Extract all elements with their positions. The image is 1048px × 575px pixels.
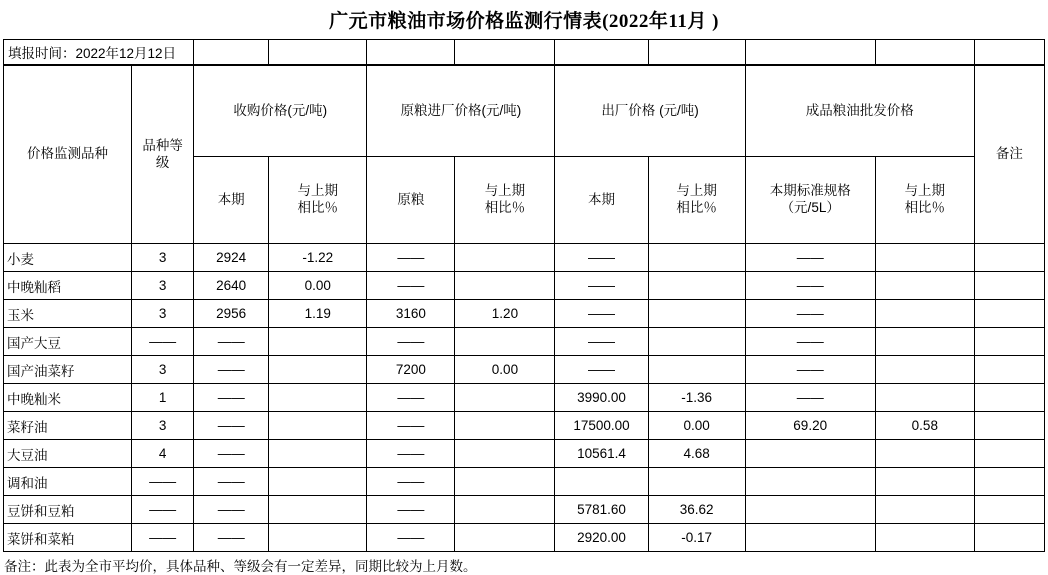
row-remark (974, 272, 1044, 300)
report-date-blank-2 (269, 40, 367, 65)
row-wholesale-current: —— (745, 244, 875, 272)
row-purchase-change: 1.19 (269, 300, 367, 328)
report-date-blank-1 (194, 40, 269, 65)
row-exfactory-change: -1.36 (648, 384, 745, 412)
row-remark (974, 328, 1044, 356)
header-wholesale-change-line2: 相比％ (904, 200, 946, 215)
row-raw-change (455, 328, 555, 356)
report-line-table (3, 39, 1045, 65)
row-remark (974, 468, 1044, 496)
row-grade: —— (132, 328, 194, 356)
row-variety: 调和油 (4, 468, 132, 496)
header-raw-change (455, 157, 555, 244)
header-purchase-change (269, 157, 367, 244)
row-wholesale-current (745, 468, 875, 496)
row-raw-change: 0.00 (455, 356, 555, 384)
report-date-label: 填报时间：2022年12月12日 (4, 40, 194, 65)
row-raw-current: 7200 (367, 356, 455, 384)
row-remark (974, 496, 1044, 524)
table-row (4, 524, 1045, 552)
row-remark (974, 384, 1044, 412)
row-wholesale-change (875, 356, 974, 384)
row-wholesale-change (875, 496, 974, 524)
row-grade: 3 (132, 412, 194, 440)
report-date-blank-4 (455, 40, 555, 65)
row-remark (974, 412, 1044, 440)
row-raw-current: —— (367, 496, 455, 524)
row-variety: 中晚籼米 (4, 384, 132, 412)
report-date-blank-8 (875, 40, 974, 65)
row-grade: 3 (132, 244, 194, 272)
row-raw-change (455, 524, 555, 552)
row-wholesale-change (875, 272, 974, 300)
row-raw-change (455, 272, 555, 300)
row-exfactory-change (648, 328, 745, 356)
row-exfactory-current: 17500.00 (555, 412, 648, 440)
row-purchase-change (269, 412, 367, 440)
row-exfactory-change: 0.00 (648, 412, 745, 440)
row-purchase-change (269, 468, 367, 496)
row-purchase-current: 2924 (194, 244, 269, 272)
row-raw-change (455, 468, 555, 496)
table-row (4, 412, 1045, 440)
report-date-row (4, 40, 1045, 65)
header-group-raw-in: 原粮进厂价格(元/吨) (367, 66, 555, 157)
row-purchase-current: —— (194, 496, 269, 524)
row-purchase-change (269, 384, 367, 412)
header-wholesale-change (875, 157, 974, 244)
row-exfactory-current: —— (555, 356, 648, 384)
report-date-blank-9 (974, 40, 1044, 65)
row-raw-change (455, 412, 555, 440)
row-grade: —— (132, 468, 194, 496)
header-exfactory-change-line2: 相比％ (676, 200, 717, 215)
row-purchase-change (269, 440, 367, 468)
row-wholesale-current: —— (745, 272, 875, 300)
row-wholesale-current: —— (745, 328, 875, 356)
header-exfactory-change-line1: 与上期 (676, 183, 717, 199)
row-raw-current: —— (367, 244, 455, 272)
table-row (4, 440, 1045, 468)
row-grade: 4 (132, 440, 194, 468)
row-purchase-change (269, 496, 367, 524)
row-variety: 国产油菜籽 (4, 356, 132, 384)
report-date-blank-3 (367, 40, 455, 65)
row-raw-current: —— (367, 468, 455, 496)
row-wholesale-change (875, 328, 974, 356)
row-grade: —— (132, 496, 194, 524)
header-variety: 价格监测品种 (4, 66, 132, 244)
row-wholesale-change (875, 244, 974, 272)
row-wholesale-change (875, 440, 974, 468)
row-purchase-current: —— (194, 412, 269, 440)
row-purchase-current: —— (194, 356, 269, 384)
row-variety: 中晚籼稻 (4, 272, 132, 300)
row-raw-current: —— (367, 384, 455, 412)
row-wholesale-current (745, 524, 875, 552)
row-raw-current: —— (367, 328, 455, 356)
row-exfactory-current: —— (555, 244, 648, 272)
header-purchase-current: 本期 (194, 157, 269, 244)
row-exfactory-change (648, 272, 745, 300)
header-purchase-change-line2: 相比％ (297, 200, 339, 215)
row-exfactory-current: 5781.60 (555, 496, 648, 524)
header-raw-current: 原粮 (367, 157, 455, 244)
row-purchase-current: —— (194, 384, 269, 412)
report-date-blank-6 (648, 40, 745, 65)
row-remark (974, 440, 1044, 468)
price-table (3, 65, 1045, 552)
row-remark (974, 524, 1044, 552)
row-variety: 国产大豆 (4, 328, 132, 356)
header-grade (132, 66, 194, 244)
row-remark (974, 300, 1044, 328)
row-variety: 菜饼和菜粕 (4, 524, 132, 552)
row-wholesale-current: —— (745, 356, 875, 384)
row-raw-current: —— (367, 440, 455, 468)
header-purchase-change-line1: 与上期 (297, 183, 339, 199)
row-raw-change (455, 384, 555, 412)
row-variety: 菜籽油 (4, 412, 132, 440)
row-variety: 玉米 (4, 300, 132, 328)
row-purchase-change (269, 356, 367, 384)
footnote: 备注：此表为全市平均价，具体品种、等级会有一定差异，同期比较为上月数。 (4, 559, 477, 574)
table-row (4, 244, 1045, 272)
report-date-blank-5 (555, 40, 648, 65)
row-grade: —— (132, 524, 194, 552)
row-variety: 大豆油 (4, 440, 132, 468)
row-grade: 1 (132, 384, 194, 412)
row-wholesale-change (875, 524, 974, 552)
row-raw-current: 3160 (367, 300, 455, 328)
row-variety: 小麦 (4, 244, 132, 272)
table-row (4, 272, 1045, 300)
header-exfactory-change (648, 157, 745, 244)
header-remark: 备注 (974, 66, 1044, 244)
row-exfactory-current: 10561.4 (555, 440, 648, 468)
page-title: 广元市粮油市场价格监测行情表(2022年11月 ) (329, 11, 719, 32)
row-exfactory-current: —— (555, 328, 648, 356)
row-purchase-current: —— (194, 468, 269, 496)
row-raw-change (455, 244, 555, 272)
header-grade-line2: 级 (155, 154, 170, 170)
header-group-exfactory: 出厂价格 (元/吨) (555, 66, 745, 157)
row-raw-current: —— (367, 272, 455, 300)
row-exfactory-change (648, 356, 745, 384)
row-exfactory-current: —— (555, 300, 648, 328)
row-grade: 3 (132, 300, 194, 328)
row-raw-change (455, 440, 555, 468)
table-row (4, 496, 1045, 524)
row-wholesale-change: 0.58 (875, 412, 974, 440)
row-purchase-current: —— (194, 524, 269, 552)
row-wholesale-change (875, 384, 974, 412)
header-wholesale-spec (745, 157, 875, 244)
row-raw-change: 1.20 (455, 300, 555, 328)
row-exfactory-current: 2920.00 (555, 524, 648, 552)
header-group-wholesale: 成品粮油批发价格 (745, 66, 974, 157)
row-grade: 3 (132, 356, 194, 384)
table-body (4, 244, 1045, 552)
row-purchase-change: -1.22 (269, 244, 367, 272)
row-raw-current: —— (367, 524, 455, 552)
table-row (4, 384, 1045, 412)
row-exfactory-current: —— (555, 272, 648, 300)
row-remark (974, 244, 1044, 272)
row-purchase-current: —— (194, 328, 269, 356)
header-raw-change-line1: 与上期 (484, 183, 526, 199)
row-exfactory-current: 3990.00 (555, 384, 648, 412)
row-exfactory-change (648, 244, 745, 272)
row-wholesale-current: —— (745, 384, 875, 412)
header-grade-line1: 品种等 (142, 137, 183, 153)
header-exfactory-current: 本期 (555, 157, 648, 244)
header-wholesale-spec-line1: 本期标准规格 (769, 183, 851, 199)
row-remark (974, 356, 1044, 384)
row-grade: 3 (132, 272, 194, 300)
row-purchase-change (269, 328, 367, 356)
row-purchase-current: 2956 (194, 300, 269, 328)
header-wholesale-change-line1: 与上期 (904, 183, 946, 199)
row-exfactory-current (555, 468, 648, 496)
row-wholesale-change (875, 468, 974, 496)
report-date-blank-7 (745, 40, 875, 65)
table-row (4, 300, 1045, 328)
table-row (4, 356, 1045, 384)
row-exfactory-change (648, 300, 745, 328)
row-wholesale-current (745, 496, 875, 524)
row-wholesale-current: —— (745, 300, 875, 328)
row-exfactory-change: 36.62 (648, 496, 745, 524)
row-wholesale-change (875, 300, 974, 328)
table-row (4, 468, 1045, 496)
table-header (4, 66, 1045, 244)
header-raw-change-line2: 相比％ (484, 200, 526, 215)
row-raw-current: —— (367, 412, 455, 440)
row-variety: 豆饼和豆粕 (4, 496, 132, 524)
row-wholesale-current: 69.20 (745, 412, 875, 440)
header-group-purchase: 收购价格(元/吨) (194, 66, 367, 157)
row-purchase-current: 2640 (194, 272, 269, 300)
row-raw-change (455, 496, 555, 524)
table-row (4, 328, 1045, 356)
row-purchase-change (269, 524, 367, 552)
header-wholesale-spec-line2: （元/5L） (780, 200, 840, 215)
row-exfactory-change: -0.17 (648, 524, 745, 552)
row-exfactory-change (648, 468, 745, 496)
row-wholesale-current (745, 440, 875, 468)
row-purchase-current: —— (194, 440, 269, 468)
row-purchase-change: 0.00 (269, 272, 367, 300)
header-row-groups (4, 66, 1045, 157)
row-exfactory-change: 4.68 (648, 440, 745, 468)
